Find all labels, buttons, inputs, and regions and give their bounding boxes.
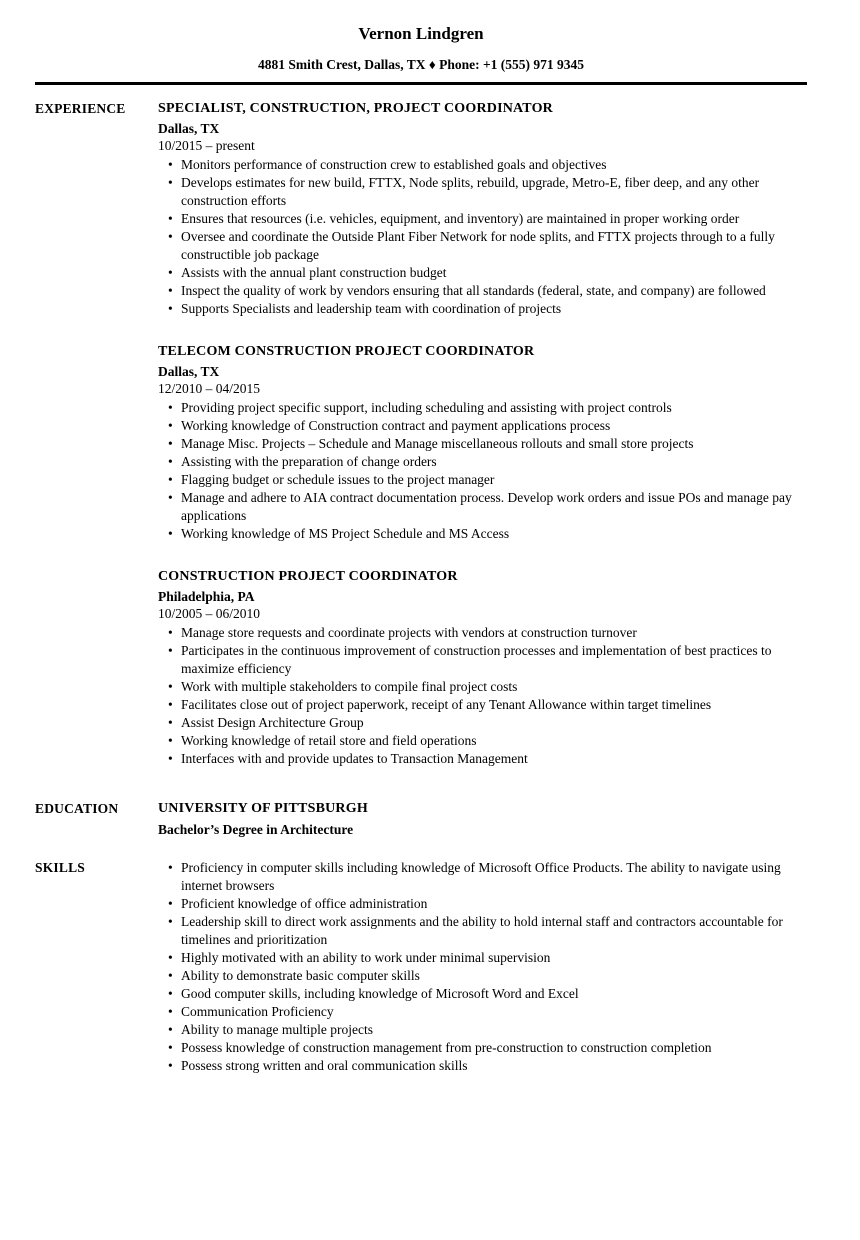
job-bullet: • Monitors performance of construction crew to established goals and objectives xyxy=(181,156,810,174)
skill-bullet: • Proficiency in computer skills including knowledge of Microsoft Office Products. The ability to navigate using internet browsers xyxy=(181,859,810,895)
job-bullet: • Assisting with the preparation of change orders xyxy=(181,453,810,471)
skills-section xyxy=(35,859,810,1075)
education-section-content xyxy=(158,800,810,838)
skill-bullet: • Leadership skill to direct work assignments and the ability to hold internal staff and contractors accountable for timelines and prioritization xyxy=(181,913,810,949)
skill-bullet: • Good computer skills, including knowledge of Microsoft Word and Excel xyxy=(181,985,810,1003)
job-bullet: • Assist Design Architecture Group xyxy=(181,714,810,732)
job-title: CONSTRUCTION PROJECT COORDINATOR xyxy=(158,569,458,584)
job-bullet: • Interfaces with and provide updates to Transaction Management xyxy=(181,750,810,768)
experience-section-label: EXPERIENCE xyxy=(35,101,126,116)
job-bullet: • Working knowledge of Construction contract and payment applications process xyxy=(181,417,810,435)
resume-header xyxy=(35,24,807,73)
job-bullet: • Participates in the continuous improvement of construction processes and implementation of best practices to maximize efficiency xyxy=(181,642,810,678)
job-location: Dallas, TX xyxy=(158,121,220,136)
education-section xyxy=(35,800,810,838)
education-section-label: EDUCATION xyxy=(35,801,119,816)
header-divider xyxy=(35,82,807,85)
job-bullet: • Work with multiple stakeholders to compile final project costs xyxy=(181,678,810,696)
job-dates: 12/2010 – 04/2015 xyxy=(158,381,261,396)
skill-bullet: • Proficient knowledge of office administration xyxy=(181,895,810,913)
experience-section xyxy=(35,100,810,768)
skill-bullet: • Possess knowledge of construction management from pre-construction to construction completion xyxy=(181,1039,810,1057)
job-title: TELECOM CONSTRUCTION PROJECT COORDINATOR xyxy=(158,344,535,359)
job-bullet: • Manage and adhere to AIA contract documentation process. Develop work orders and issue POs and manage pay applications xyxy=(181,489,810,525)
job-title: SPECIALIST, CONSTRUCTION, PROJECT COORDINATOR xyxy=(158,101,553,116)
candidate-name: Vernon Lindgren xyxy=(358,24,484,43)
job-bullet: • Flagging budget or schedule issues to the project manager xyxy=(181,471,810,489)
job-bullet: • Inspect the quality of work by vendors ensuring that all standards (federal, state, and company) are followed xyxy=(181,282,810,300)
job-bullet: • Providing project specific support, including scheduling and assisting with project controls xyxy=(181,399,810,417)
job-bullet-list xyxy=(158,624,810,768)
job-bullet: • Working knowledge of MS Project Schedule and MS Access xyxy=(181,525,810,543)
skills-section-content xyxy=(158,859,810,1075)
skill-bullet: • Communication Proficiency xyxy=(181,1003,810,1021)
job-dates: 10/2015 – present xyxy=(158,138,255,153)
job-entry xyxy=(158,343,810,543)
job-bullet: • Supports Specialists and leadership team with coordination of projects xyxy=(181,300,810,318)
skills-bullet-list xyxy=(158,859,810,1075)
education-school: UNIVERSITY OF PITTSBURGH xyxy=(158,801,368,816)
skill-bullet: • Highly motivated with an ability to work under minimal supervision xyxy=(181,949,810,967)
job-bullet: • Manage store requests and coordinate projects with vendors at construction turnover xyxy=(181,624,810,642)
job-location: Dallas, TX xyxy=(158,364,220,379)
job-bullet: • Assists with the annual plant construction budget xyxy=(181,264,810,282)
job-bullet-list xyxy=(158,156,810,318)
skill-bullet: • Ability to demonstrate basic computer skills xyxy=(181,967,810,985)
job-bullet: • Ensures that resources (i.e. vehicles, equipment, and inventory) are maintained in proper working order xyxy=(181,210,810,228)
job-dates: 10/2005 – 06/2010 xyxy=(158,606,261,621)
experience-section-content xyxy=(158,100,810,768)
job-bullet: • Oversee and coordinate the Outside Plant Fiber Network for node splits, and FTTX projects through to a fully constructible job package xyxy=(181,228,810,264)
job-bullet: • Develops estimates for new build, FTTX, Node splits, rebuild, upgrade, Metro-E, fiber deep, and any other construction efforts xyxy=(181,174,810,210)
skill-bullet: • Ability to manage multiple projects xyxy=(181,1021,810,1039)
skills-section-label: SKILLS xyxy=(35,860,85,875)
job-bullet: • Facilitates close out of project paperwork, receipt of any Tenant Allowance within target timelines xyxy=(181,696,810,714)
contact-line: 4881 Smith Crest, Dallas, TX ♦ Phone: +1 (555) 971 9345 xyxy=(257,57,585,72)
education-degree: Bachelor’s Degree in Architecture xyxy=(158,822,354,837)
job-bullet: • Manage Misc. Projects – Schedule and Manage miscellaneous rollouts and small store projects xyxy=(181,435,810,453)
job-location: Philadelphia, PA xyxy=(158,589,255,604)
skill-bullet: • Possess strong written and oral communication skills xyxy=(181,1057,810,1075)
job-entry xyxy=(158,100,810,318)
job-entry xyxy=(158,568,810,768)
job-bullet: • Working knowledge of retail store and field operations xyxy=(181,732,810,750)
job-bullet-list xyxy=(158,399,810,543)
